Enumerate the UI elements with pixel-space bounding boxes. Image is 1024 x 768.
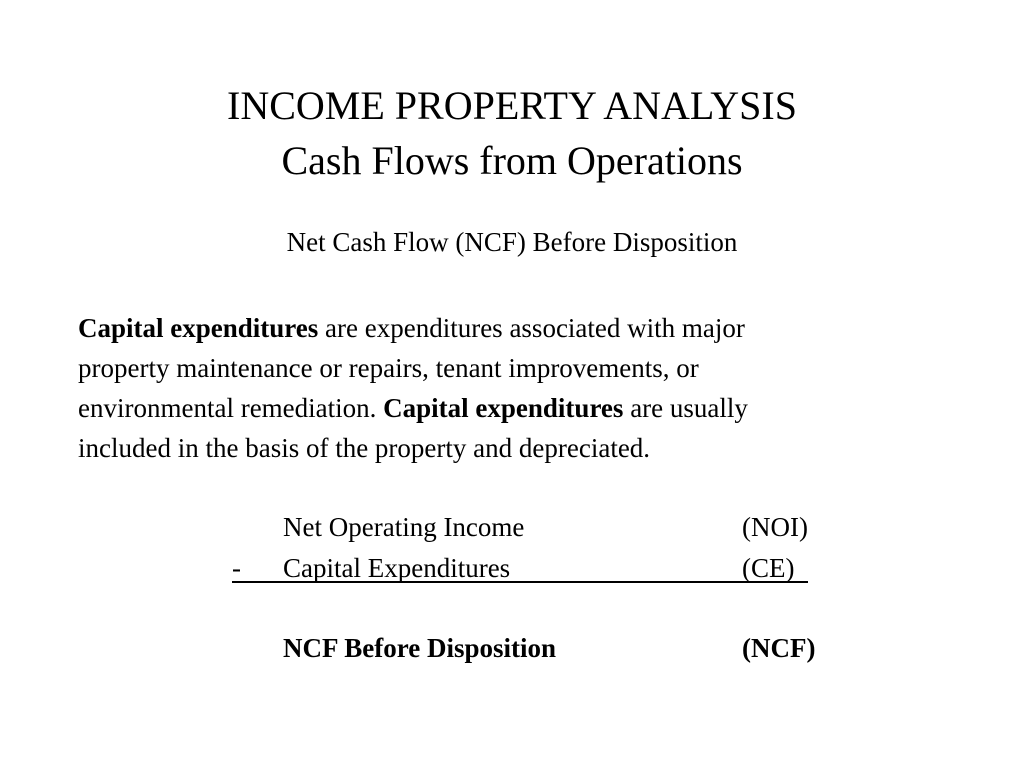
- section-heading: Net Cash Flow (NCF) Before Disposition: [286, 227, 738, 257]
- term-capital-expenditures: Capital expenditures: [383, 393, 624, 423]
- calc-row-noi: [0, 509, 1024, 545]
- calc-label: Net Operating Income: [283, 512, 525, 542]
- calc-abbreviation: (NOI): [742, 512, 808, 542]
- calc-abbreviation: (CE): [742, 553, 795, 583]
- paragraph-text: are usually: [623, 393, 748, 423]
- paragraph-text: environmental remediation.: [78, 393, 384, 423]
- paragraph-line-1: [78, 308, 978, 348]
- slide-title: INCOME PROPERTY ANALYSIS: [227, 83, 797, 128]
- calc-operator: -: [232, 553, 241, 583]
- term-capital-expenditures: Capital expenditures: [78, 313, 319, 343]
- calc-abbreviation: (NCF): [742, 633, 816, 663]
- calc-label: Capital Expenditures: [283, 553, 511, 583]
- definition-paragraph: [78, 308, 978, 468]
- calc-label: NCF Before Disposition: [283, 633, 556, 663]
- paragraph-line-4: included in the basis of the property and depreciated.: [78, 433, 651, 463]
- subtotal-rule: [232, 581, 808, 583]
- paragraph-line-2: property maintenance or repairs, tenant improvements, or: [78, 353, 699, 383]
- calc-row-ncf: [0, 630, 1024, 666]
- paragraph-text: are expenditures associated with major: [318, 313, 745, 343]
- slide-subtitle: Cash Flows from Operations: [281, 138, 743, 183]
- paragraph-line-3: [78, 388, 978, 428]
